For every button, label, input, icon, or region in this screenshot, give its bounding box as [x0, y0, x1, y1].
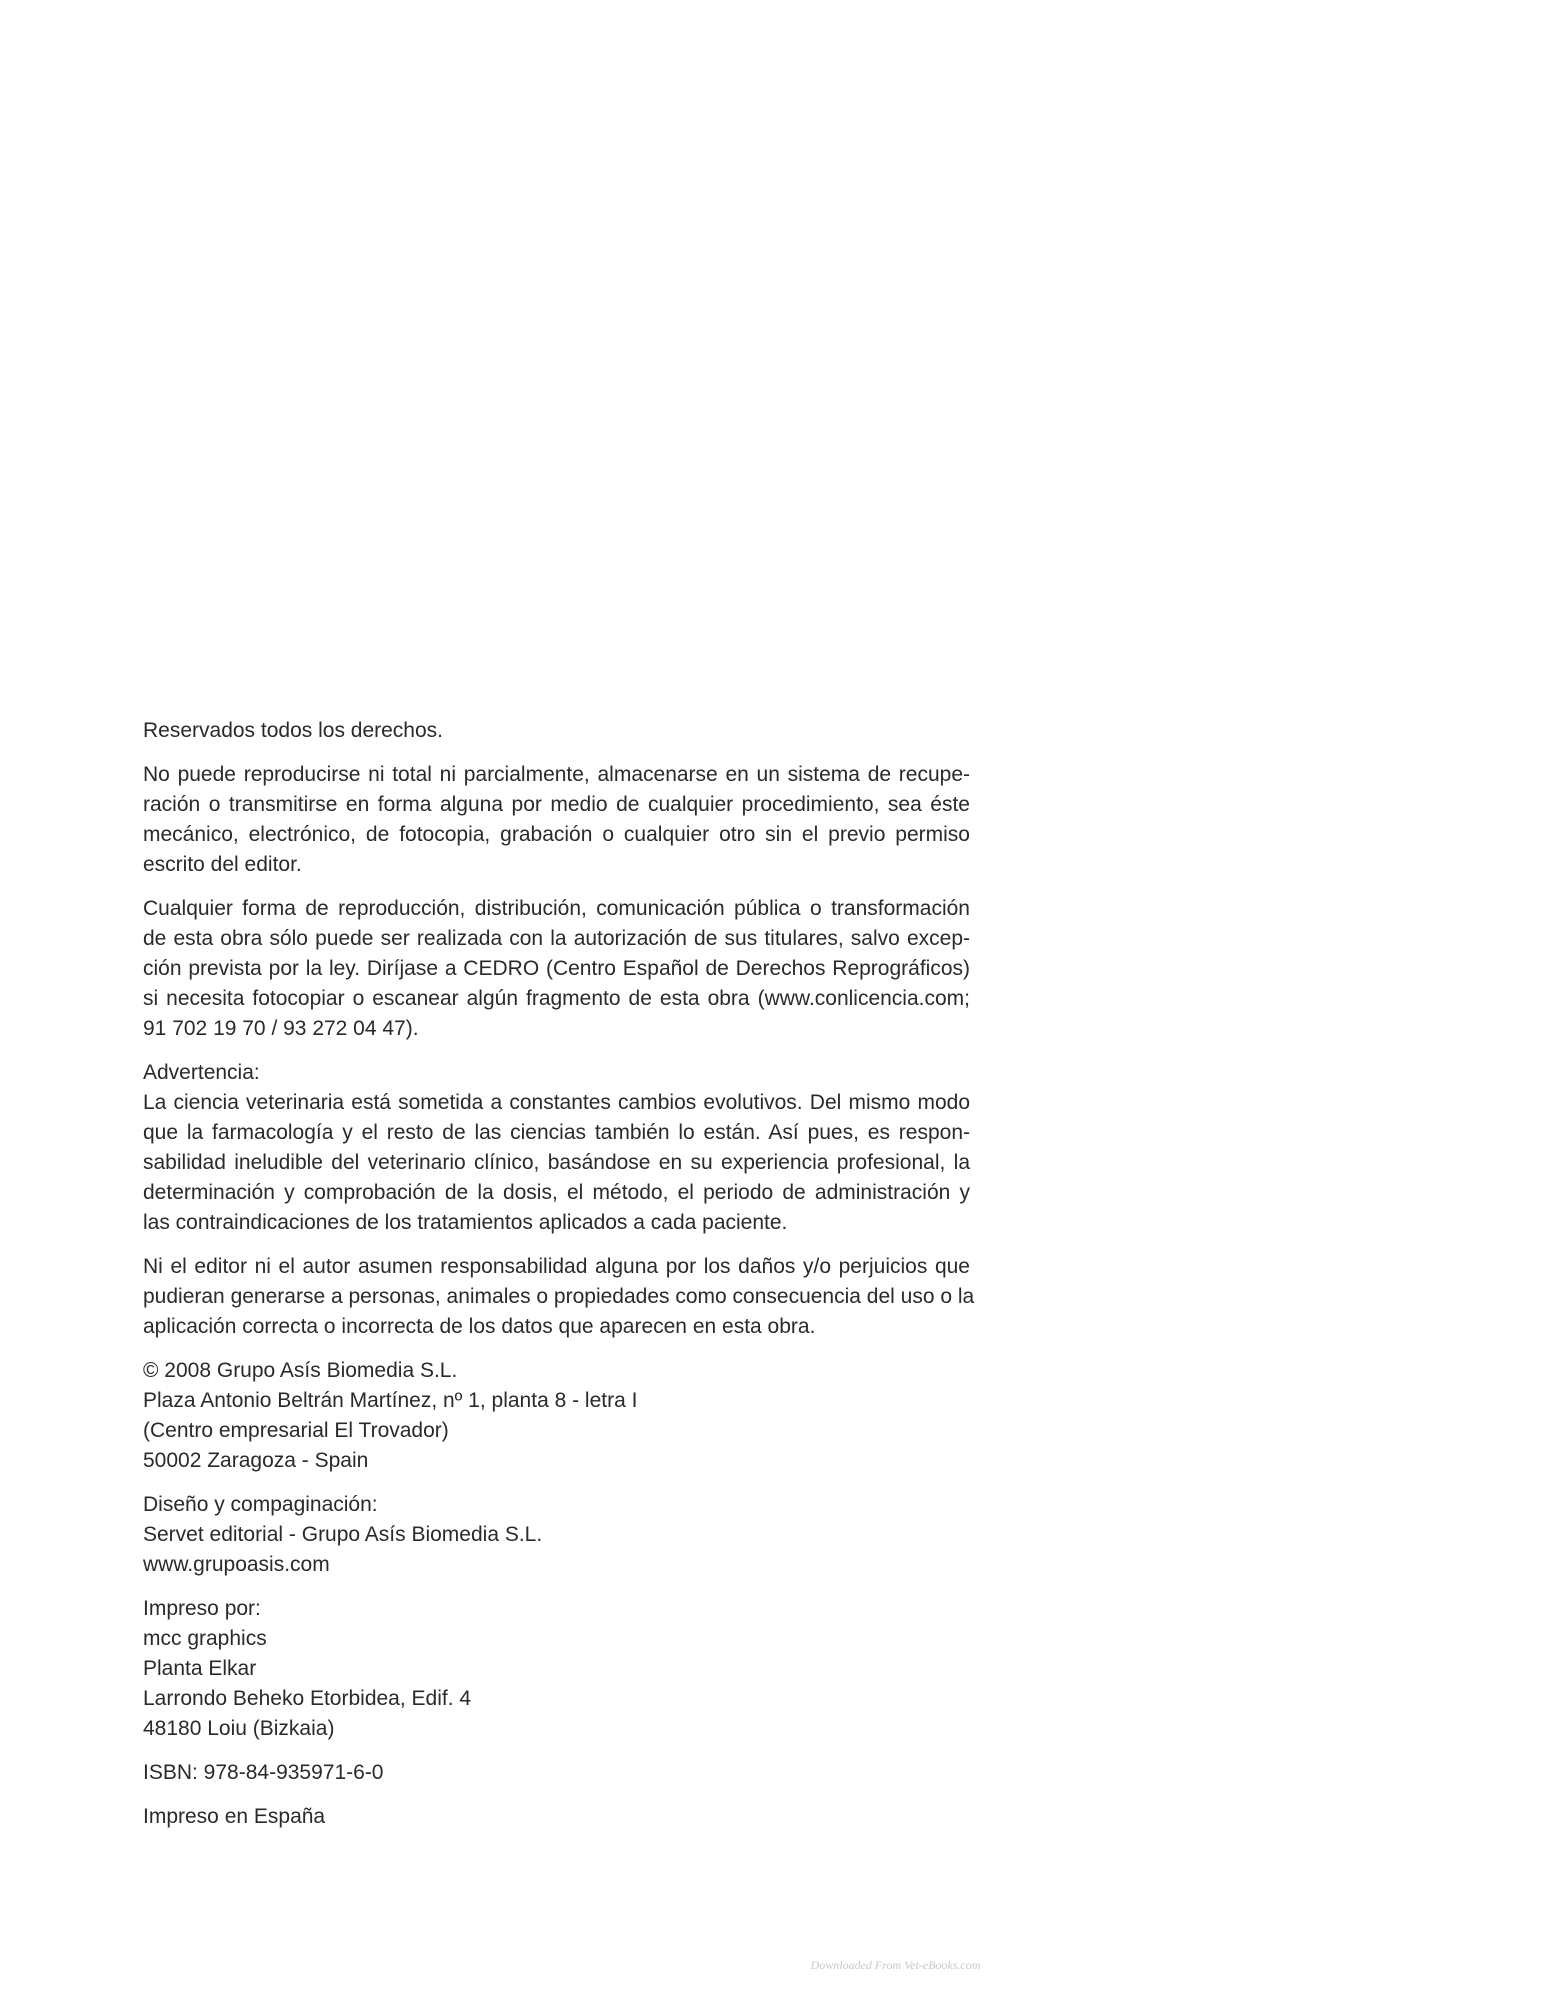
- printed-in: Impreso en España: [143, 1805, 326, 1828]
- printer-plant: Planta Elkar: [143, 1657, 257, 1680]
- text-line: Cualquier forma de reproducción, distribución, comunicación pública o transformación: [143, 897, 970, 920]
- address-line: (Centro empresarial El Trovador): [143, 1419, 449, 1442]
- text-line: La ciencia veterinaria está sometida a constantes cambios evolutivos. Del mismo modo: [143, 1091, 970, 1114]
- publisher-section: [143, 1356, 970, 1476]
- printer-city: 48180 Loiu (Bizkaia): [143, 1717, 335, 1740]
- rights-reserved-text: Reservados todos los derechos.: [143, 719, 443, 742]
- design-section: [143, 1490, 970, 1580]
- text-line: determinación y comprobación de la dosis, el método, el periodo de administración y: [143, 1181, 970, 1204]
- text-line: Ni el editor ni el autor asumen responsabilidad alguna por los daños y/o perjuicios que: [143, 1255, 970, 1278]
- design-web: www.grupoasis.com: [143, 1553, 330, 1576]
- printed-in-section: [143, 1802, 970, 1832]
- text-line: las contraindicaciones de los tratamientos aplicados a cada paciente.: [143, 1211, 788, 1234]
- reproduction-notice: [143, 760, 970, 880]
- copyright-page: [143, 716, 975, 1846]
- design-company: Servet editorial - Grupo Asís Biomedia S.L.: [143, 1523, 543, 1546]
- printer-section: [143, 1594, 970, 1744]
- design-heading: Diseño y compaginación:: [143, 1493, 378, 1516]
- copyright-line: © 2008 Grupo Asís Biomedia S.L.: [143, 1359, 458, 1382]
- text-line: escrito del editor.: [143, 853, 302, 876]
- address-line: 50002 Zaragoza - Spain: [143, 1449, 369, 1472]
- text-line: 91 702 19 70 / 93 272 04 47).: [143, 1017, 419, 1040]
- address-line: Plaza Antonio Beltrán Martínez, nº 1, planta 8 - letra I: [143, 1389, 638, 1412]
- text-line: No puede reproducirse ni total ni parcialmente, almacenarse en un sistema de recupe-: [143, 763, 970, 786]
- printer-street: Larrondo Beheko Etorbidea, Edif. 4: [143, 1687, 472, 1710]
- text-line: pudieran generarse a personas, animales o propiedades como consecuencia del uso o la: [143, 1285, 975, 1308]
- warning-section: [143, 1058, 970, 1238]
- warning-heading: Advertencia:: [143, 1061, 260, 1084]
- text-line: si necesita fotocopiar o escanear algún fragmento de esta obra (www.conlicencia.com;: [143, 987, 970, 1010]
- text-line: ración o transmitirse en forma alguna por medio de cualquier procedimiento, sea éste: [143, 793, 970, 816]
- isbn: ISBN: 978-84-935971-6-0: [143, 1761, 384, 1784]
- rights-reserved: [143, 716, 970, 746]
- isbn-section: [143, 1758, 970, 1788]
- disclaimer-section: [143, 1252, 975, 1342]
- cedro-notice: [143, 894, 970, 1044]
- printer-name: mcc graphics: [143, 1627, 267, 1650]
- text-line: que la farmacología y el resto de las ciencias también lo están. Así pues, es respon-: [143, 1121, 970, 1144]
- text-line: mecánico, electrónico, de fotocopia, grabación o cualquier otro sin el previo permiso: [143, 823, 970, 846]
- download-watermark: Downloaded From Vet-eBooks.com: [810, 1958, 981, 1972]
- printer-heading: Impreso por:: [143, 1597, 261, 1620]
- text-line: ción prevista por la ley. Diríjase a CEDRO (Centro Español de Derechos Reprográficos): [143, 957, 970, 980]
- text-line: aplicación correcta o incorrecta de los datos que aparecen en esta obra.: [143, 1315, 816, 1338]
- text-line: sabilidad ineludible del veterinario clínico, basándose en su experiencia profesional, la: [143, 1151, 970, 1174]
- text-line: de esta obra sólo puede ser realizada con la autorización de sus titulares, salvo excep-: [143, 927, 970, 950]
